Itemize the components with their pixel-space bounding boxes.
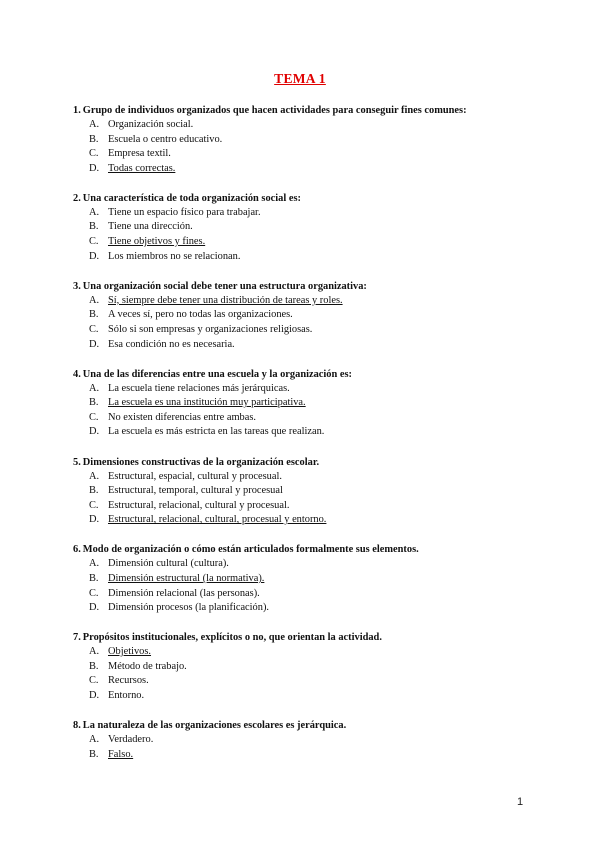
question-text (73, 279, 543, 294)
question-statement: Dimensiones constructivas de la organización escolar. (82, 456, 320, 468)
question-text (73, 191, 543, 206)
option-text: Estructural, relacional, cultural y procesual. (108, 499, 290, 511)
question-number: 5. (73, 456, 81, 468)
answer-option-c[interactable] (73, 147, 543, 162)
option-text: Estructural, temporal, cultural y procesual (108, 485, 283, 497)
question-number: 3. (73, 280, 81, 292)
option-letter: B. (89, 660, 99, 672)
answer-option-b[interactable] (73, 396, 543, 411)
option-text: Entorno. (108, 690, 145, 702)
question-list (73, 103, 543, 777)
question-statement: Una de las diferencias entre una escuela y la organización es: (82, 368, 352, 380)
option-letter: D. (89, 426, 100, 438)
option-list (73, 294, 543, 352)
answer-option-a[interactable] (73, 645, 543, 660)
question-number: 7. (73, 632, 81, 644)
question-2 (73, 191, 543, 264)
question-text (73, 718, 543, 733)
answer-option-a[interactable] (73, 470, 543, 485)
answer-option-b[interactable] (73, 308, 543, 323)
question-text (73, 630, 543, 645)
answer-option-b[interactable] (73, 660, 543, 675)
option-text: La escuela tiene relaciones más jerárquicas. (108, 382, 290, 394)
option-text: Estructural, espacial, cultural y procesual. (108, 470, 282, 482)
question-statement: Una organización social debe tener una estructura organizativa: (82, 280, 367, 292)
option-letter: C. (89, 587, 99, 599)
option-text: Sólo si son empresas y organizaciones religiosas. (108, 323, 313, 335)
answer-option-d[interactable] (73, 338, 543, 353)
option-text: Escuela o centro educativo. (108, 133, 223, 145)
option-text: No existen diferencias entre ambas. (108, 411, 257, 423)
option-list (73, 733, 543, 762)
option-text: Dimensión procesos (la planificación). (108, 602, 270, 614)
answer-option-b[interactable] (73, 572, 543, 587)
option-text: Verdadero. (108, 734, 154, 746)
question-statement: Modo de organización o cómo están articulados formalmente sus elementos. (82, 544, 419, 556)
answer-option-d[interactable] (73, 425, 543, 440)
answer-option-b[interactable] (73, 220, 543, 235)
option-text: Empresa textil. (108, 148, 171, 160)
option-letter: B. (89, 221, 99, 233)
option-list (73, 645, 543, 703)
option-letter: C. (89, 675, 99, 687)
option-text-correct: Dimensión estructural (la normativa). (108, 572, 265, 584)
question-number: 2. (73, 192, 81, 204)
option-letter: B. (89, 309, 99, 321)
question-number: 1. (73, 105, 81, 116)
question-6 (73, 542, 543, 615)
question-4 (73, 367, 543, 440)
question-number: 6. (73, 544, 81, 556)
option-letter: D. (89, 514, 100, 526)
answer-option-d[interactable] (73, 162, 543, 177)
option-text: A veces sí, pero no todas las organizaciones. (108, 309, 293, 321)
answer-option-d[interactable] (73, 513, 543, 528)
option-text: Dimensión cultural (cultura). (108, 558, 229, 570)
option-text: Método de trabajo. (108, 660, 187, 672)
option-letter: B. (89, 397, 99, 409)
option-letter: B. (89, 748, 99, 760)
option-letter: A. (89, 294, 100, 306)
answer-option-b[interactable] (73, 133, 543, 148)
option-letter: A. (89, 558, 100, 570)
answer-option-a[interactable] (73, 733, 543, 748)
option-letter: A. (89, 470, 100, 482)
question-7 (73, 630, 543, 703)
option-text: Organización social. (108, 119, 194, 130)
option-text: Tiene una dirección. (108, 221, 193, 233)
answer-option-a[interactable] (73, 382, 543, 397)
option-text: Esa condición no es necesaria. (108, 338, 235, 350)
answer-option-b[interactable] (73, 484, 543, 499)
answer-option-a[interactable] (73, 294, 543, 309)
option-letter: D. (89, 602, 100, 614)
option-letter: B. (89, 485, 99, 497)
question-8 (73, 718, 543, 762)
option-text-correct: Objetivos. (108, 646, 152, 658)
option-letter: A. (89, 734, 100, 746)
question-statement: Grupo de individuos organizados que hacen actividades para conseguir fines comunes: (82, 105, 467, 116)
option-text-correct: Todas correctas. (108, 162, 176, 174)
option-text: Recursos. (108, 675, 149, 687)
option-text-correct: La escuela es una institución muy participativa. (108, 397, 306, 409)
option-letter: D. (89, 162, 100, 174)
option-letter: A. (89, 382, 100, 394)
question-number: 4. (73, 368, 81, 380)
answer-option-d[interactable] (73, 250, 543, 265)
question-number: 8. (73, 720, 81, 732)
option-letter: D. (89, 338, 100, 350)
document-title: TEMA 1 (274, 71, 326, 86)
option-list (73, 206, 543, 264)
question-text (73, 103, 543, 118)
answer-option-c[interactable] (73, 499, 543, 514)
answer-option-b[interactable] (73, 748, 543, 763)
answer-option-d[interactable] (73, 601, 543, 616)
option-text-correct: Tiene objetivos y fines. (108, 236, 206, 248)
question-statement: La naturaleza de las organizaciones escolares es jerárquica. (82, 720, 347, 732)
option-list (73, 470, 543, 528)
answer-option-c[interactable] (73, 235, 543, 250)
answer-option-a[interactable] (73, 557, 543, 572)
answer-option-c[interactable] (73, 587, 543, 602)
option-list (73, 557, 543, 615)
option-letter: C. (89, 411, 99, 423)
option-text-correct: Estructural, relacional, cultural, procesual y entorno. (108, 514, 327, 526)
answer-option-d[interactable] (73, 689, 543, 704)
option-letter: D. (89, 690, 100, 702)
question-text (73, 542, 543, 557)
answer-option-a[interactable] (73, 206, 543, 221)
question-5 (73, 455, 543, 528)
option-letter: C. (89, 236, 99, 248)
option-text-correct: Sí, siempre debe tener una distribución de tareas y roles. (108, 294, 343, 306)
option-text: Dimensión relacional (las personas). (108, 587, 260, 599)
option-letter: B. (89, 133, 99, 145)
option-letter: C. (89, 499, 99, 511)
question-1 (73, 103, 543, 176)
question-3 (73, 279, 543, 352)
page-number: 1 (517, 796, 524, 808)
option-list (73, 382, 543, 440)
option-text: Los miembros no se relacionan. (108, 250, 241, 262)
option-letter: A. (89, 119, 100, 130)
question-statement: Una característica de toda organización social es: (82, 192, 301, 204)
option-text: La escuela es más estricta en las tareas que realizan. (108, 426, 325, 438)
option-list (73, 118, 543, 176)
option-letter: A. (89, 646, 100, 658)
answer-option-a[interactable] (73, 118, 543, 133)
answer-option-c[interactable] (73, 674, 543, 689)
option-letter: C. (89, 323, 99, 335)
option-letter: A. (89, 206, 100, 218)
option-text-correct: Falso. (108, 748, 134, 760)
option-letter: D. (89, 250, 100, 262)
answer-option-c[interactable] (73, 323, 543, 338)
question-text (73, 455, 543, 470)
option-letter: C. (89, 148, 99, 160)
option-text: Tiene un espacio físico para trabajar. (108, 206, 261, 218)
answer-option-c[interactable] (73, 411, 543, 426)
option-letter: B. (89, 572, 99, 584)
question-text (73, 367, 543, 382)
question-statement: Propósitos institucionales, explícitos o no, que orientan la actividad. (82, 632, 382, 644)
